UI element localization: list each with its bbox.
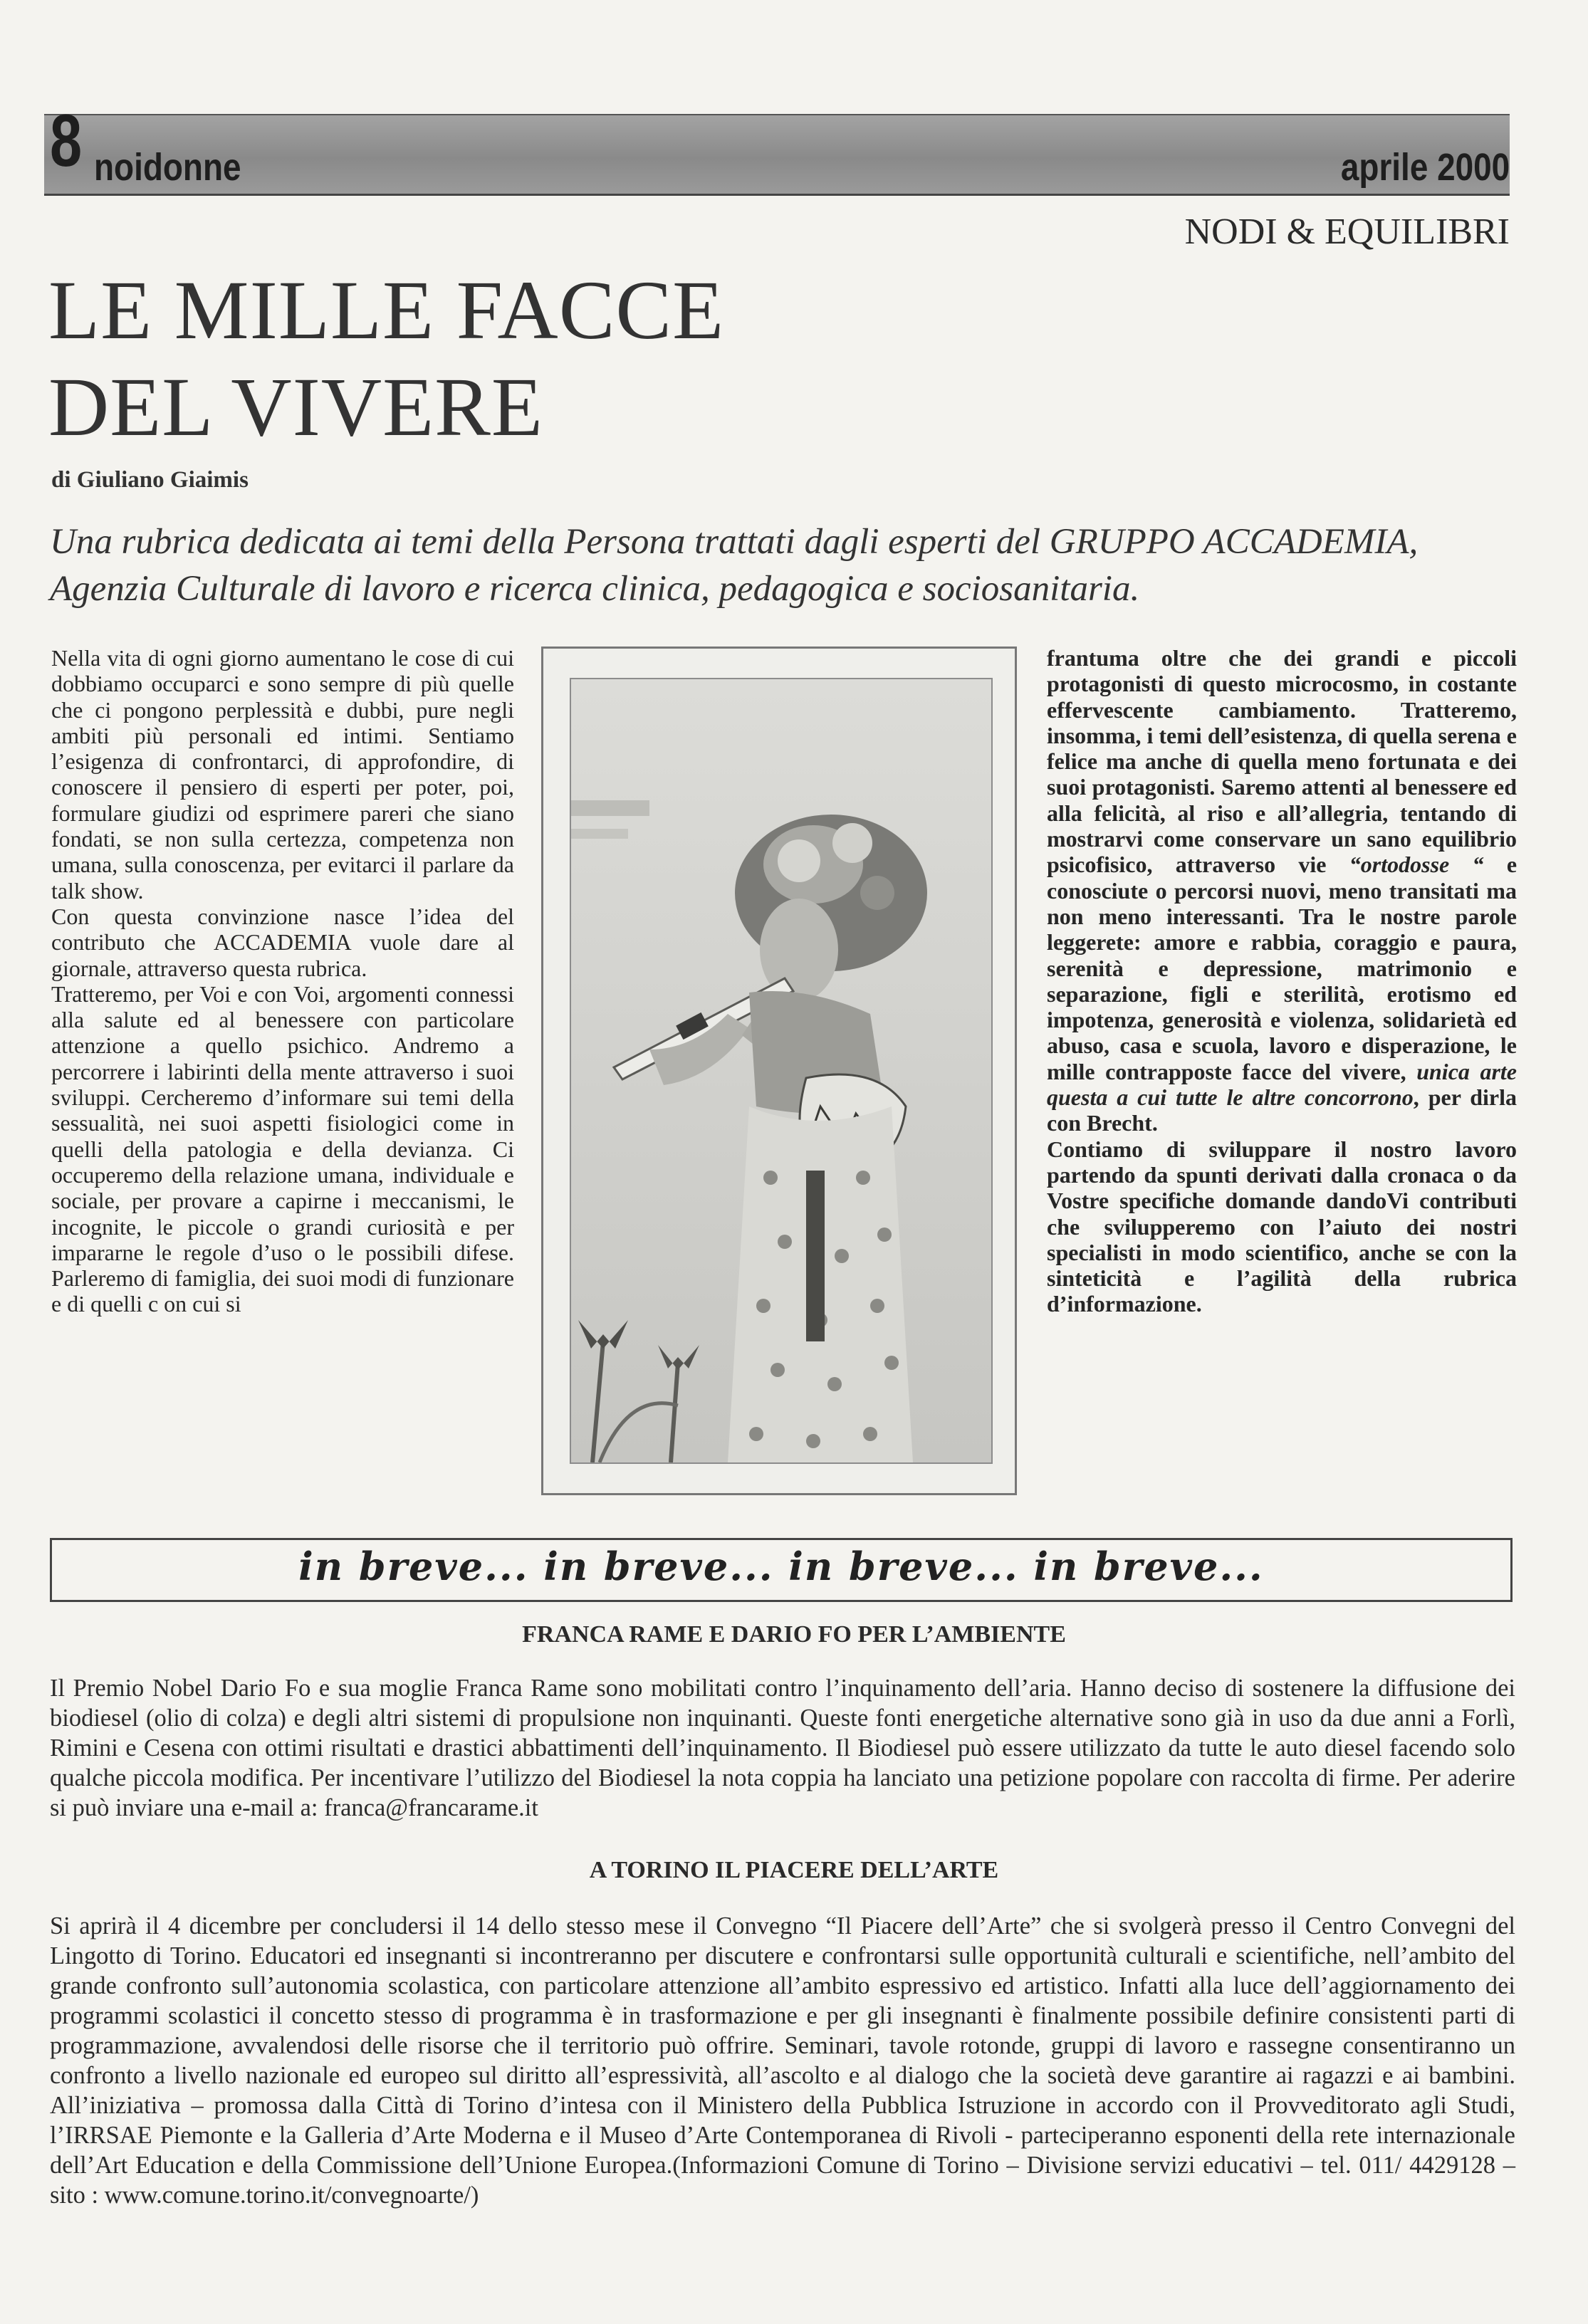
page-number: 8 <box>50 100 83 182</box>
news-body-torino: Si aprirà il 4 dicembre per concludersi il 14 dello stesso mese il Convegno “Il Piacere dell’Arte” che si svolgerà presso il Centro Convegni del Lingotto di Torino. Educatori ed insegnanti si incontreranno per discutere e confrontarsi sulle opportunità culturali e scientifiche, nell’ambito del grande confronto sull’autonomia scolastica, con particolare attenzione all’ambito espressivo ed artistico. Infatti alla luce dell’aggiornamento dei programmi scolastici il concetto stesso di programma è in trasformazione e per gli insegnanti è finalmente possibile definire consistenti parti di programmazione, avvalendosi delle risorse che il territorio può offrire. Seminari, tavole rotonde, gruppi di lavoro e rassegne consentiranno un confronto a livello nazionale ed europeo sul diritto all’espressività, all’ascolto e al dialogo che la società deve garantire ai ragazzi e ai bambini. All’iniziativa – promossa dalla Città di Torino d’intesa con il Ministero della Pubblica Istruzione in accordo con il Provveditorato agli Studi, l’IRRSAE Piemonte e la Galleria d’Arte Moderna e il Museo d’Arte Contemporanea di Rivoli - parteciperanno esponenti della rete internazionale dell’Art Education e della Commissione dell’Unione Europea.(Informazioni Comune di Torino – Divisione servizi educativi – tel. 011/ 4429128 – sito : www.comune.torino.it/convegnoarte/) <box>50 1912 1515 2209</box>
section-title: NODI & EQUILIBRI <box>1184 211 1510 252</box>
paragraph: Contiamo di sviluppare il nostro lavoro partendo da spunti derivati dalla cronaca o da Vostre specifiche domande dandoVi contributi che svilupperemo con l’aiuto dei nostri specialisti in modo scientifico, anche se con la sinteticità e l’agilità della rubrica d’informazione. <box>1047 1136 1517 1317</box>
header-band <box>44 114 1510 196</box>
paragraph: Nella vita di ogni giorno aumentano le cose di cui dobbiamo occuparci e sono sempre di più quelle che ci pongono perplessità e dubbi, pure negli ambiti più personali ed intimi. Sentiamo l’esigenza di confrontarci, di approfondire, di conoscere il pensiero di esperti per poter, poi, formulare giudizi od esprimere pareri che siano fondati, se non sulla certezza, competenza non umana, sulla conoscenza, per evitarci il parlare da talk show. <box>51 645 514 904</box>
article-left-column <box>51 645 514 1317</box>
article-right-column <box>1047 645 1517 1317</box>
photo-illustration <box>571 679 991 1462</box>
news-body-franca-rame: Il Premio Nobel Dario Fo e sua moglie Franca Rame sono mobilitati contro l’inquinamento dell’aria. Hanno deciso di sostenere la diffusione dei biodiesel (olio di colza) e degli altri sistemi di propulsione non inquinanti. Queste fonti energetiche alternative sono già in uso da due anni a Forlì, Rimini e Cesena con ottimi risultati e drastici abbattimenti dell’inquinamento. Il Biodiesel può essere utilizzato da tutte le auto diesel facendo solo qualche piccola modifica. Per incentivare l’utilizzo del Biodiesel la nota coppia ha lanciato una petizione popolare con raccolta di firme. Per aderire si può inviare una e-mail a: franca@francarame.it <box>50 1675 1515 1821</box>
news-headline-franca-rame: FRANCA RAME E DARIO FO PER L’AMBIENTE <box>522 1621 1066 1648</box>
article-title-line2: DEL VIVERE <box>48 360 543 454</box>
photo-woman-playing-flute <box>570 678 993 1464</box>
paragraph: Tratteremo, per Voi e con Voi, argomenti connessi alla salute ed al benessere con particolare attenzione a quello psichico. Andremo a percorrere i labirinti della mente attraverso i suoi sviluppi. Cercheremo d’informare sui temi della sessualità, nei suoi aspetti fisiologici come in quelli della patologia e della devianza. Ci occuperemo della relazione umana, individuale e sociale, per provare a capirne i meccanismi, le incognite, le piccole o grandi curiosità e per impararne le regole d’uso o le possibili difese. Parleremo di famiglia, dei suoi modi di funzionare e di quelli c on cui si <box>51 980 514 1317</box>
paragraph: Con questa convinzione nasce l’idea del contributo che ACCADEMIA vuole dare al giornale, attraverso questa rubrica. <box>51 903 514 981</box>
issue-date: aprile 2000 <box>1340 146 1510 189</box>
article-title-line1: LE MILLE FACCE <box>48 263 725 357</box>
paragraph: frantuma oltre che dei grandi e piccoli protagonisti di questo microcosmo, in costante effervescente cambiamento. Tratteremo, insomma, i temi dell’esistenza, di quella serena e felice ma anche di quella meno fortunata e dei suoi protagonisti. Saremo attenti al benessere ed alla felicità, al riso e all’allegria, tentando di mostrarvi come conservare un sano equilibrio psicofisico, attraverso vie “ortodosse “ e conosciute o percorsi nuovi, meno transitati ma non meno interessanti. Tra le nostre parole leggerete: amore e rabbia, coraggio e paura, serenità e depressione, matrimonio e separazione, figli e sterilità, erotismo ed impotenza, generosità e violenza, solidarietà ed abuso, casa e scuola, lavoro e disperazione, le mille contrapposte facce del vivere, unica arte questa a cui tutte le altre concorrono, per dirla con Brecht. <box>1047 645 1518 1136</box>
publication-name: noidonne <box>94 146 241 189</box>
in-breve-text: in breve... in breve... in breve... in breve... <box>298 1544 1264 1589</box>
byline: di Giuliano Giaimis <box>51 467 249 493</box>
news-headline-torino: A TORINO IL PIACERE DELL’ARTE <box>589 1857 999 1883</box>
article-title <box>48 262 1045 456</box>
article-lead: Una rubrica dedicata ai temi della Persona trattati dagli esperti del GRUPPO ACCADEMIA, Agenzia Culturale di lavoro e ricerca clinica, pedagogica e sociosanitaria. <box>50 522 1419 609</box>
